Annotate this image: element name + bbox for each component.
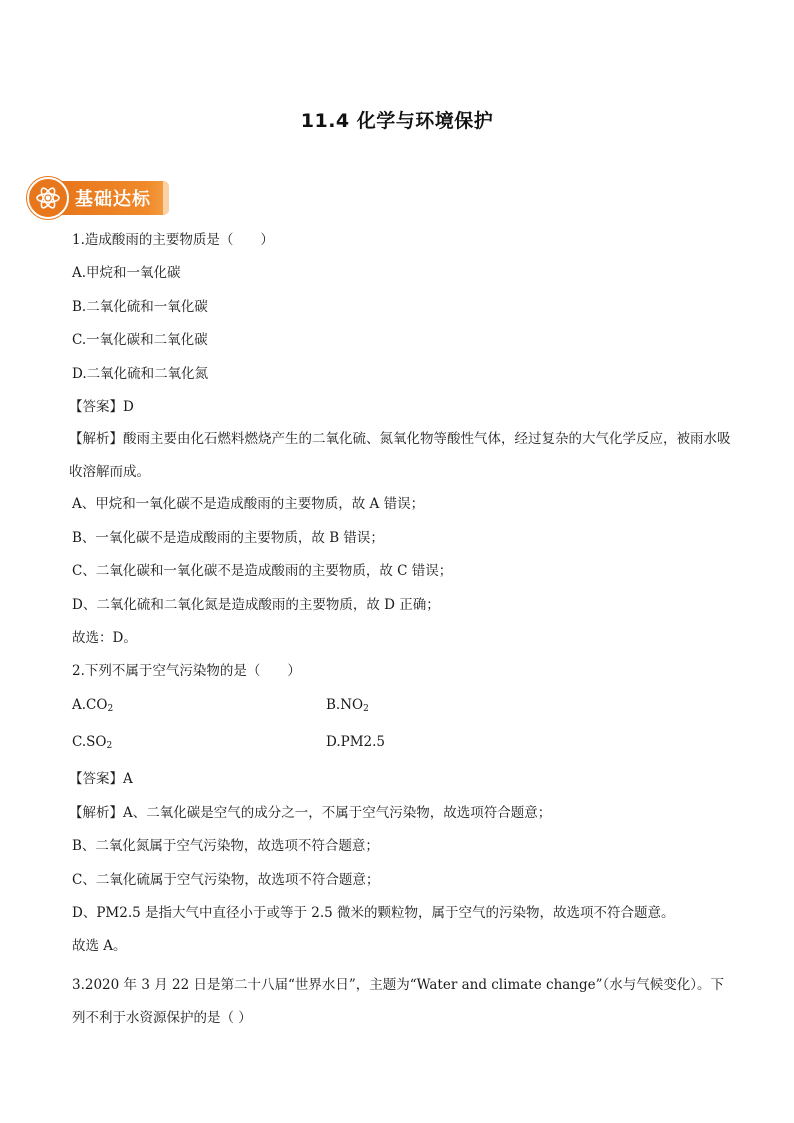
q2-options-row-1 (72, 694, 732, 720)
q2-option-b: $B.NO_2$ (326, 696, 369, 714)
q1-analysis-d: D、二氧化硫和二氧化氮是造成酸雨的主要物质，故 D 正确； (72, 596, 440, 613)
q1-analysis-c: C、二氧化碳和一氧化碳不是造成酸雨的主要物质，故 C 错误； (72, 563, 453, 580)
page-title: 11.4 化学与环境保护 (300, 110, 494, 132)
q1-stem: 1.造成酸雨的主要物质是（ ） (72, 232, 274, 248)
q2-analysis-c: C、二氧化硫属于空气污染物，故选项不符合题意； (72, 871, 380, 888)
q2-analysis-d: D、PM2.5 是指大气中直径小于或等于 2.5 微米的颗粒物，属于空气的污染物，故选项不符合题意。 (72, 905, 675, 922)
q2-conclusion: 故选 A。 (72, 938, 127, 955)
q2-option-c: $C.SO_2$ (72, 734, 113, 752)
q2-options-row-2 (72, 731, 732, 757)
question-content (69, 229, 732, 1039)
q2-option-a: $A.CO_2$ (72, 696, 114, 714)
q3-stem: 3.2020 年 3 月 22 日是第二十八届“世界水日”，主题为“Water and climate change”（水与气候变化）。下列不利于水资源保护的是（ ） (72, 976, 725, 1026)
atom-icon (27, 177, 69, 219)
q1-option-d: D.二氧化硫和二氧化氮 (72, 365, 209, 382)
section-label: 基础达标 (75, 188, 151, 210)
q2-stem: 2.下列不属于空气污染物的是（ ） (72, 663, 301, 680)
q1-analysis-a: A、甲烷和一氧化碳不是造成酸雨的主要物质，故 A 错误； (72, 496, 425, 513)
q1-analysis-head: 【解析】酸雨主要由化石燃料燃烧产生的二氧化硫、氮氧化物等酸性气体，经过复杂的大气化学反应，被雨水吸收溶解而成。 (69, 431, 731, 481)
q1-option-a: A.甲烷和一氧化碳 (72, 265, 181, 282)
section-label-bar (61, 181, 169, 215)
q1-analysis-b: B、一氧化碳不是造成酸雨的主要物质，故 B 错误； (72, 529, 384, 546)
q2-answer: 【答案】A (69, 771, 133, 788)
q1-answer: 【答案】D (69, 398, 134, 415)
section-badge (27, 179, 169, 216)
q2-analysis-b: B、二氧化氮属于空气污染物，故选项不符合题意； (72, 838, 379, 855)
q1-conclusion: 故选：D。 (72, 629, 137, 646)
q2-analysis-head: 【解析】A、二氧化碳是空气的成分之一，不属于空气污染物，故选项符合题意； (69, 804, 552, 821)
q1-option-b: B.二氧化硫和一氧化碳 (72, 298, 208, 315)
q2-option-d: D.PM2.5 (326, 734, 386, 751)
q1-option-c: C.一氧化碳和二氧化碳 (72, 332, 208, 349)
